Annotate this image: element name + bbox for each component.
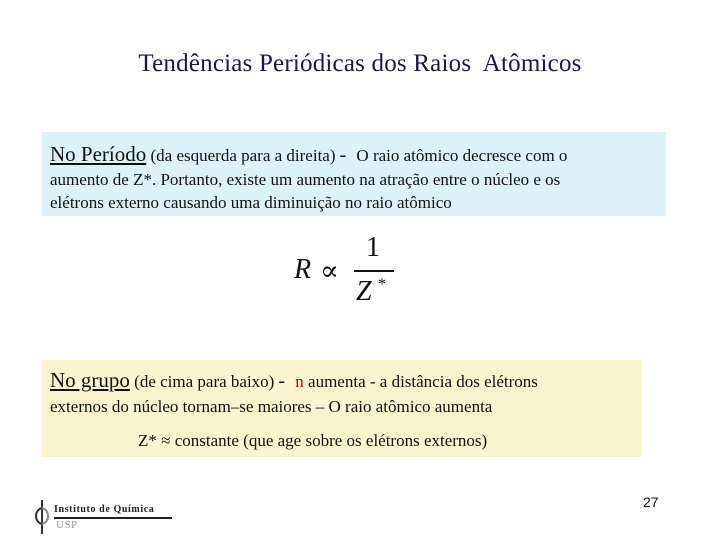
group-line-2: externos do núcleo tornam–se maiores – O raio atômico aumenta xyxy=(50,397,493,416)
flask-logo-icon xyxy=(32,500,52,534)
period-direction: (da esquerda para a direita) xyxy=(150,146,336,165)
group-statement: aumenta - a distância dos elétrons xyxy=(308,372,538,391)
group-heading: No grupo xyxy=(50,368,130,392)
group-line-1 xyxy=(50,368,538,393)
period-trend-box xyxy=(42,132,666,216)
period-line-2: aumento de Z*. Portanto, existe um aumento na atração entre o núcleo e os xyxy=(50,170,561,189)
formula-denominator: Z xyxy=(356,276,372,307)
formula-proportional-symbol: ∝ xyxy=(320,256,339,287)
period-line-3: elétrons externo causando uma diminuição no raio atômico xyxy=(50,193,452,212)
group-direction: (de cima para baixo) xyxy=(134,372,275,391)
group-line-3: Z* ≈ constante (que age sobre os elétrons externos) xyxy=(138,431,488,450)
formula-radius: R xyxy=(294,254,312,285)
institute-name: Instituto de Química xyxy=(54,504,155,515)
period-heading: No Período xyxy=(50,142,147,166)
period-line-1 xyxy=(50,142,567,167)
slide-title: Tendências Periódicas dos Raios Atômicos xyxy=(138,50,582,77)
university-name: USP xyxy=(56,519,78,531)
group-dash: - xyxy=(278,370,286,392)
formula-fraction-bar xyxy=(354,270,394,272)
page-number: 27 xyxy=(643,494,659,510)
period-statement: O raio atômico decresce com o xyxy=(356,146,568,165)
period-dash: - xyxy=(339,144,347,166)
formula-superscript: * xyxy=(378,276,386,293)
institute-logo xyxy=(32,498,182,534)
group-n-symbol: n xyxy=(295,372,304,391)
proportionality-formula xyxy=(292,232,402,312)
group-trend-box xyxy=(42,360,642,457)
formula-numerator: 1 xyxy=(366,232,380,263)
